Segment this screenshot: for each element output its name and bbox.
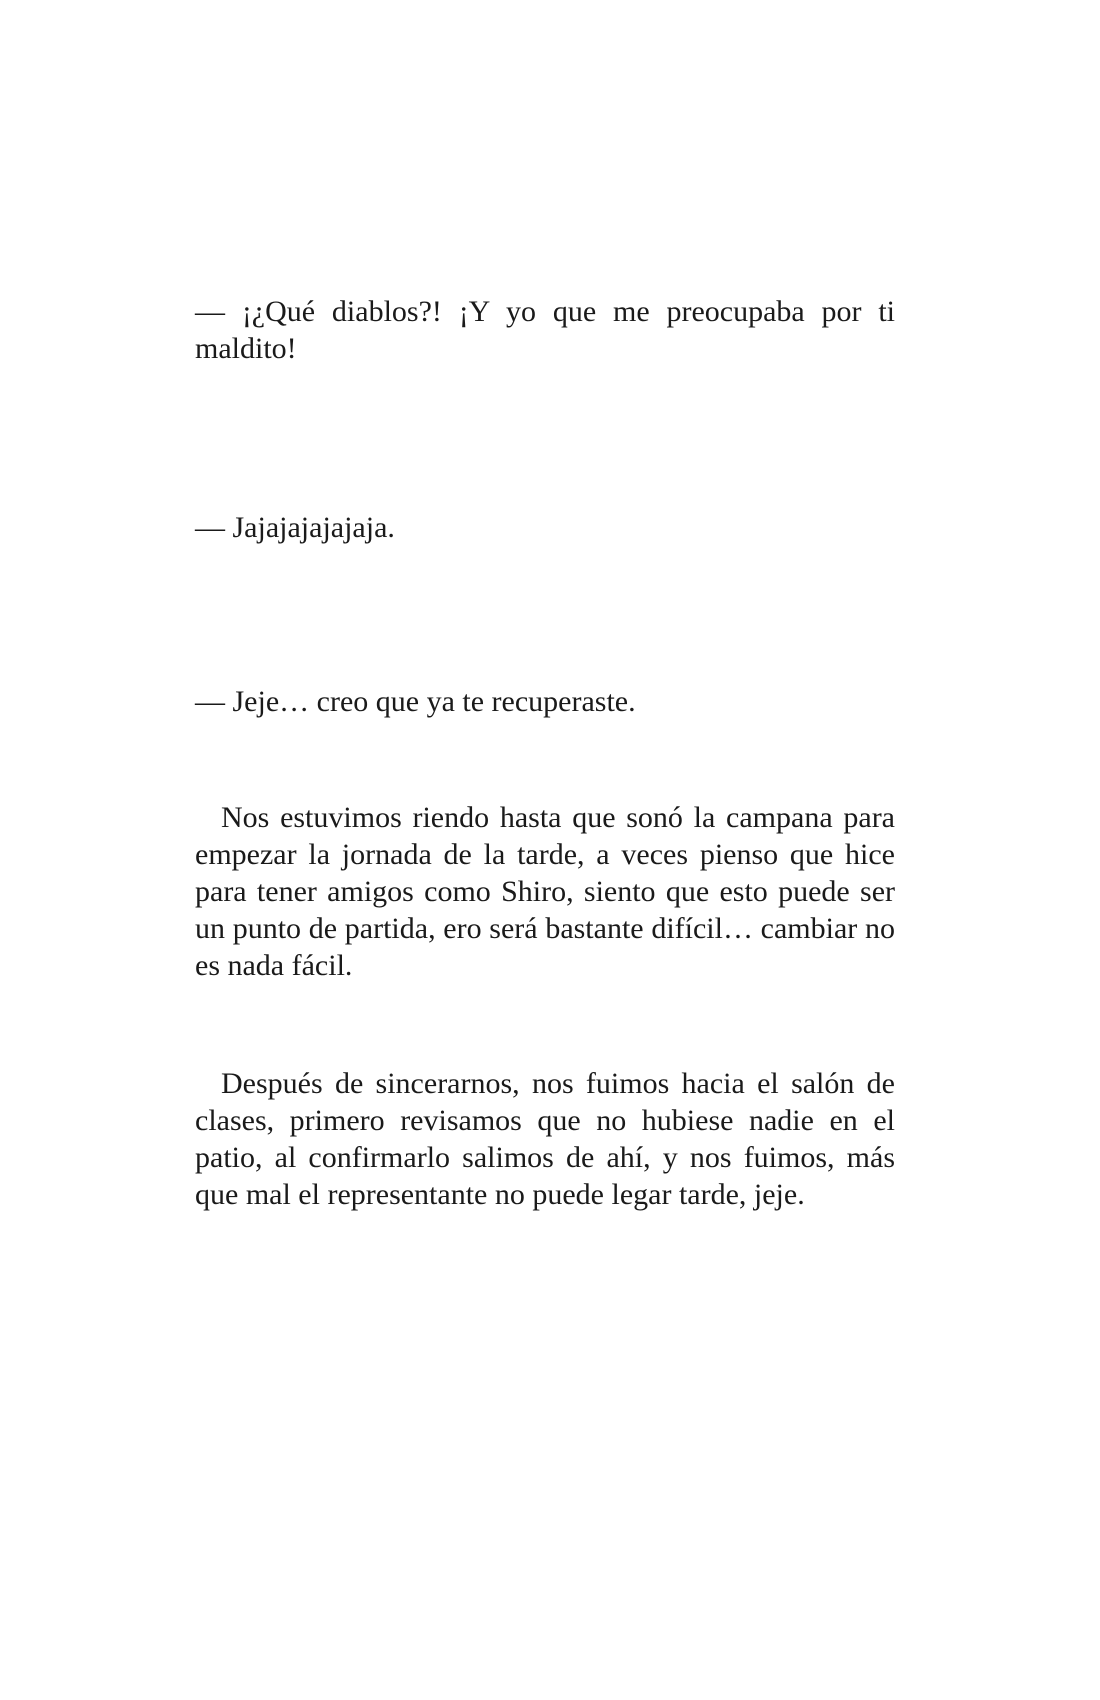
dialogue-line-3: — Jeje… creo que ya te recuperaste. (195, 685, 636, 718)
dialogue-line-2: — Jajajajajajaja. (195, 511, 395, 544)
narrative-paragraph-1: Nos estuvimos riendo hasta que sonó la campana para empezar la jornada de la tarde, a veces pienso que hice para tener amigos como Shiro, siento que esto puede ser un punto de partida, ero será bastante difícil… cambiar no es nada fácil. (195, 801, 895, 982)
narrative-paragraph-2: Después de sincerarnos, nos fuimos hacia el salón de clases, primero revisamos que no hubiese nadie en el patio, al confirmarlo salimos de ahí, y nos fuimos, más que mal el representante no puede legar tarde, jeje. (195, 1067, 895, 1211)
dialogue-line-1: — ¡¿Qué diablos?! ¡Y yo que me preocupaba por ti maldito! (195, 295, 895, 365)
